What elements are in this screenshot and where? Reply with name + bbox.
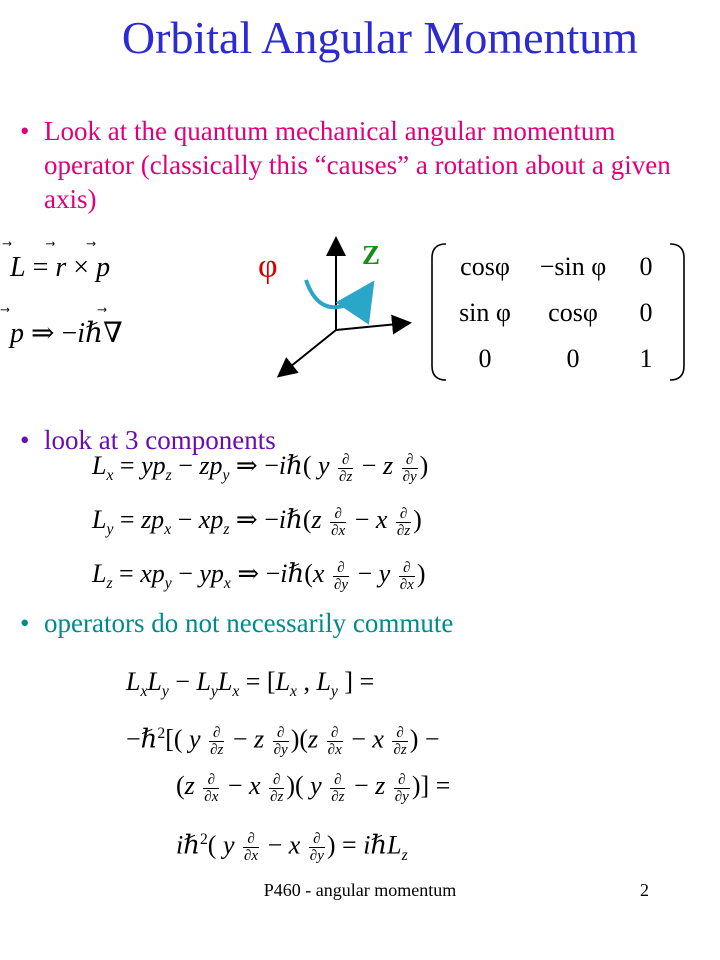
bullet-marker: • (20, 608, 30, 638)
equation-l-definition: L = r × p (10, 252, 111, 283)
bullet-marker: • (20, 116, 30, 146)
bullet-commute (20, 606, 700, 642)
matrix-cell: 0 (639, 298, 653, 327)
matrix-cell: 0 (566, 344, 580, 373)
x-axis-line (336, 323, 408, 330)
commutator-line-3: (z $\frac{\partial}{\partial x}$ − x $\frac{\partial}{\partial z}$ )( y $\frac{\partial}{\partial z}$ − z $\frac{\partial}{\partial y}$ )] = (176, 771, 451, 805)
bullet-marker: • (20, 425, 30, 455)
page-number: 2 (640, 880, 649, 900)
equation-p-operator: p ⇒ −iℏ∇ (10, 318, 123, 349)
matrix-cell: cosφ (548, 298, 598, 327)
matrix-cell: 0 (478, 344, 492, 373)
y-axis-line (280, 330, 336, 375)
matrix-cell: 0 (639, 252, 653, 281)
bullet-text: look at 3 components (44, 425, 276, 455)
matrix-cell: 1 (639, 344, 653, 373)
commutator-line-2: −ℏ$^2$[( y $\frac{\partial}{\partial z}$ − z $\frac{\partial}{\partial y}$ )(z $\frac{\partial}{\partial x}$ − x $\frac{\partial}{\partial z}$ ) − (126, 724, 440, 759)
rotation-arrow (306, 280, 370, 307)
footer-text: P460 - angular momentum (263, 880, 457, 900)
matrix-cell: −sin φ (539, 252, 607, 281)
equation-lz: $L_z = xp_y - yp_x$ ⇒ −iℏ(x $\frac{\partial}{\partial y}$ − y $\frac{\partial}{\partial x}$ ) (92, 559, 426, 593)
commutator-line-1: $L_xL_y - L_yL_x = [L_x$ , $L_y$ ] = (126, 667, 375, 701)
slide-title: Orbital Angular Momentum (121, 12, 639, 63)
bullet-text: operators do not necessarily commute (44, 608, 454, 638)
rotation-axes-diagram (270, 235, 420, 380)
equation-ly: $L_y = zp_x - xp_z$ ⇒ −iℏ(z $\frac{\partial}{\partial x}$ − x $\frac{\partial}{\partial z}$ ) (92, 505, 422, 539)
phi-label: φ (258, 248, 278, 285)
commutator-line-4: iℏ$^2$( y $\frac{\partial}{\partial x}$ − x $\frac{\partial}{\partial y}$ ) = iℏL$_z$ (176, 830, 408, 865)
equation-lx: $L_x = yp_z - zp_y$ ⇒ −iℏ( y $\frac{\partial}{\partial z}$ − z $\frac{\partial}{\partial y}$ ) (92, 451, 429, 485)
rotation-matrix (428, 240, 688, 385)
matrix-cell: cosφ (460, 252, 510, 281)
matrix-cell: sin φ (459, 298, 511, 327)
bullet-text: Look at the quantum mechanical angular momentum operator (classically this “causes” a rotation about a given axis) (44, 116, 671, 214)
z-axis-label: Z (362, 240, 381, 270)
bullet-operator-intro (20, 114, 700, 224)
